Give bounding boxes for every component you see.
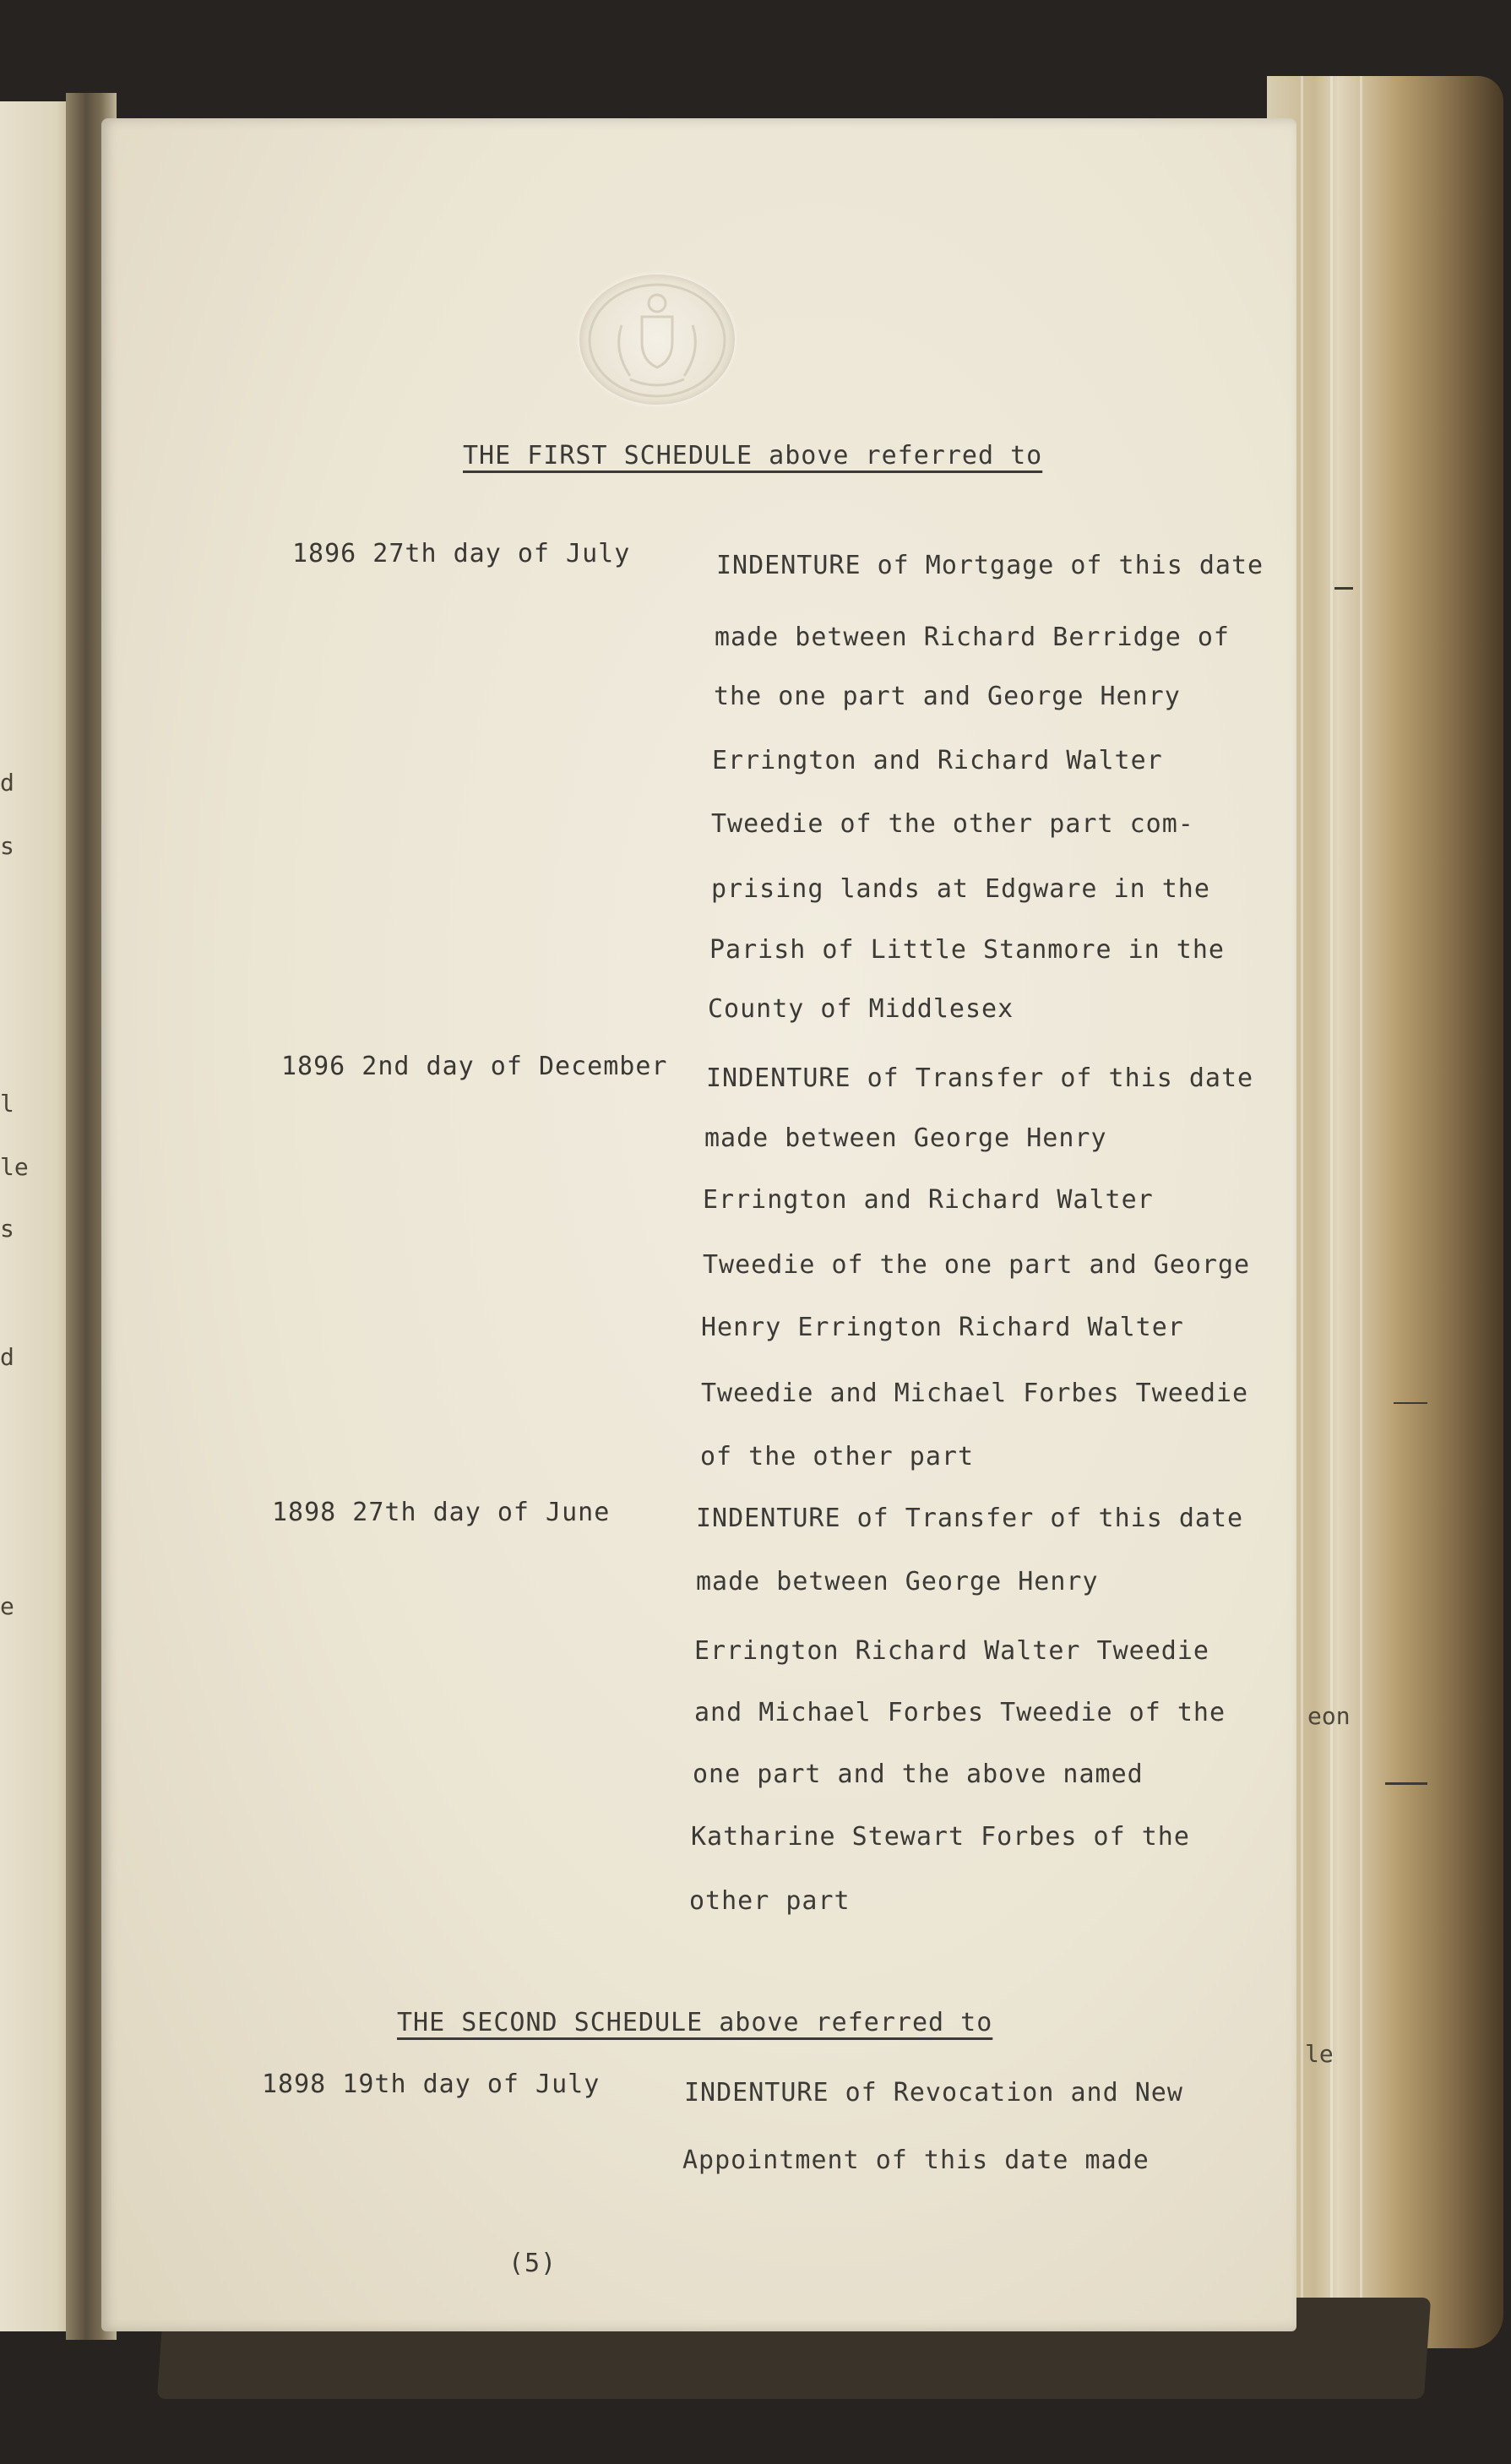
- entry-line: Tweedie of the other part com-: [711, 809, 1194, 839]
- left-page-fragment: s: [0, 1215, 14, 1243]
- entry-line: Katharine Stewart Forbes of the: [691, 1822, 1190, 1852]
- left-page-fragment: e: [0, 1592, 14, 1620]
- entry-line: Errington and Richard Walter: [703, 1185, 1154, 1215]
- margin-tick: [1385, 1782, 1427, 1785]
- entry-date: 1898 27th day of June: [272, 1498, 611, 1527]
- entry-line: the one part and George Henry: [714, 682, 1181, 711]
- margin-tick: [1334, 587, 1353, 590]
- entry-date: 1896 2nd day of December: [281, 1052, 668, 1081]
- entry-line: Tweedie and Michael Forbes Tweedie: [701, 1379, 1249, 1408]
- entry-line: Appointment of this date made: [682, 2146, 1150, 2175]
- entry-line: INDENTURE of Mortgage of this date: [716, 551, 1264, 580]
- margin-tick: [1394, 1402, 1427, 1404]
- entry-line: one part and the above named: [693, 1760, 1144, 1789]
- entry-date: 1896 27th day of July: [292, 539, 631, 568]
- entry-line: made between George Henry: [704, 1123, 1107, 1153]
- left-page-fragment: l: [0, 1090, 14, 1118]
- entry-date: 1898 19th day of July: [262, 2070, 601, 2099]
- entry-line: Errington and Richard Walter: [712, 746, 1163, 775]
- entry-line: Henry Errington Richard Walter: [701, 1313, 1184, 1342]
- underlying-page-fragment: le: [1305, 2040, 1334, 2068]
- left-page-fragment: le: [0, 1153, 29, 1181]
- royal-arms-emboss-icon: [579, 275, 735, 405]
- left-page-fragment: d: [0, 769, 14, 797]
- entry-line: of the other part: [700, 1442, 975, 1471]
- entry-line: prising lands at Edgware in the: [711, 874, 1210, 904]
- entry-line: County of Middlesex: [708, 994, 1014, 1024]
- left-page-fragment: s: [0, 832, 14, 860]
- entry-line: INDENTURE of Transfer of this date: [706, 1063, 1254, 1093]
- entry-line: INDENTURE of Revocation and New: [684, 2078, 1183, 2108]
- page-edge-line: [1330, 76, 1333, 2348]
- left-page-fragment: d: [0, 1343, 14, 1371]
- entry-line: made between George Henry: [696, 1567, 1099, 1596]
- page-edge-line: [1360, 76, 1362, 2348]
- entry-line: made between Richard Berridge of: [715, 623, 1230, 652]
- entry-line: Errington Richard Walter Tweedie: [694, 1636, 1209, 1666]
- entry-line: INDENTURE of Transfer of this date: [696, 1504, 1244, 1533]
- page-edge-line: [1301, 76, 1303, 2348]
- entry-line: and Michael Forbes Tweedie of the: [694, 1698, 1226, 1727]
- underlying-page-fragment: eon: [1307, 1702, 1351, 1730]
- entry-line: Parish of Little Stanmore in the: [709, 935, 1225, 965]
- entry-line: other part: [689, 1886, 851, 1916]
- schedule-heading: THE FIRST SCHEDULE above referred to: [463, 441, 1043, 470]
- page-number: (5): [508, 2249, 557, 2278]
- entry-line: Tweedie of the one part and George: [703, 1250, 1251, 1280]
- page-edges-stack: [1267, 76, 1503, 2348]
- schedule-heading: THE SECOND SCHEDULE above referred to: [397, 2008, 993, 2037]
- embossed-seal: [579, 275, 735, 405]
